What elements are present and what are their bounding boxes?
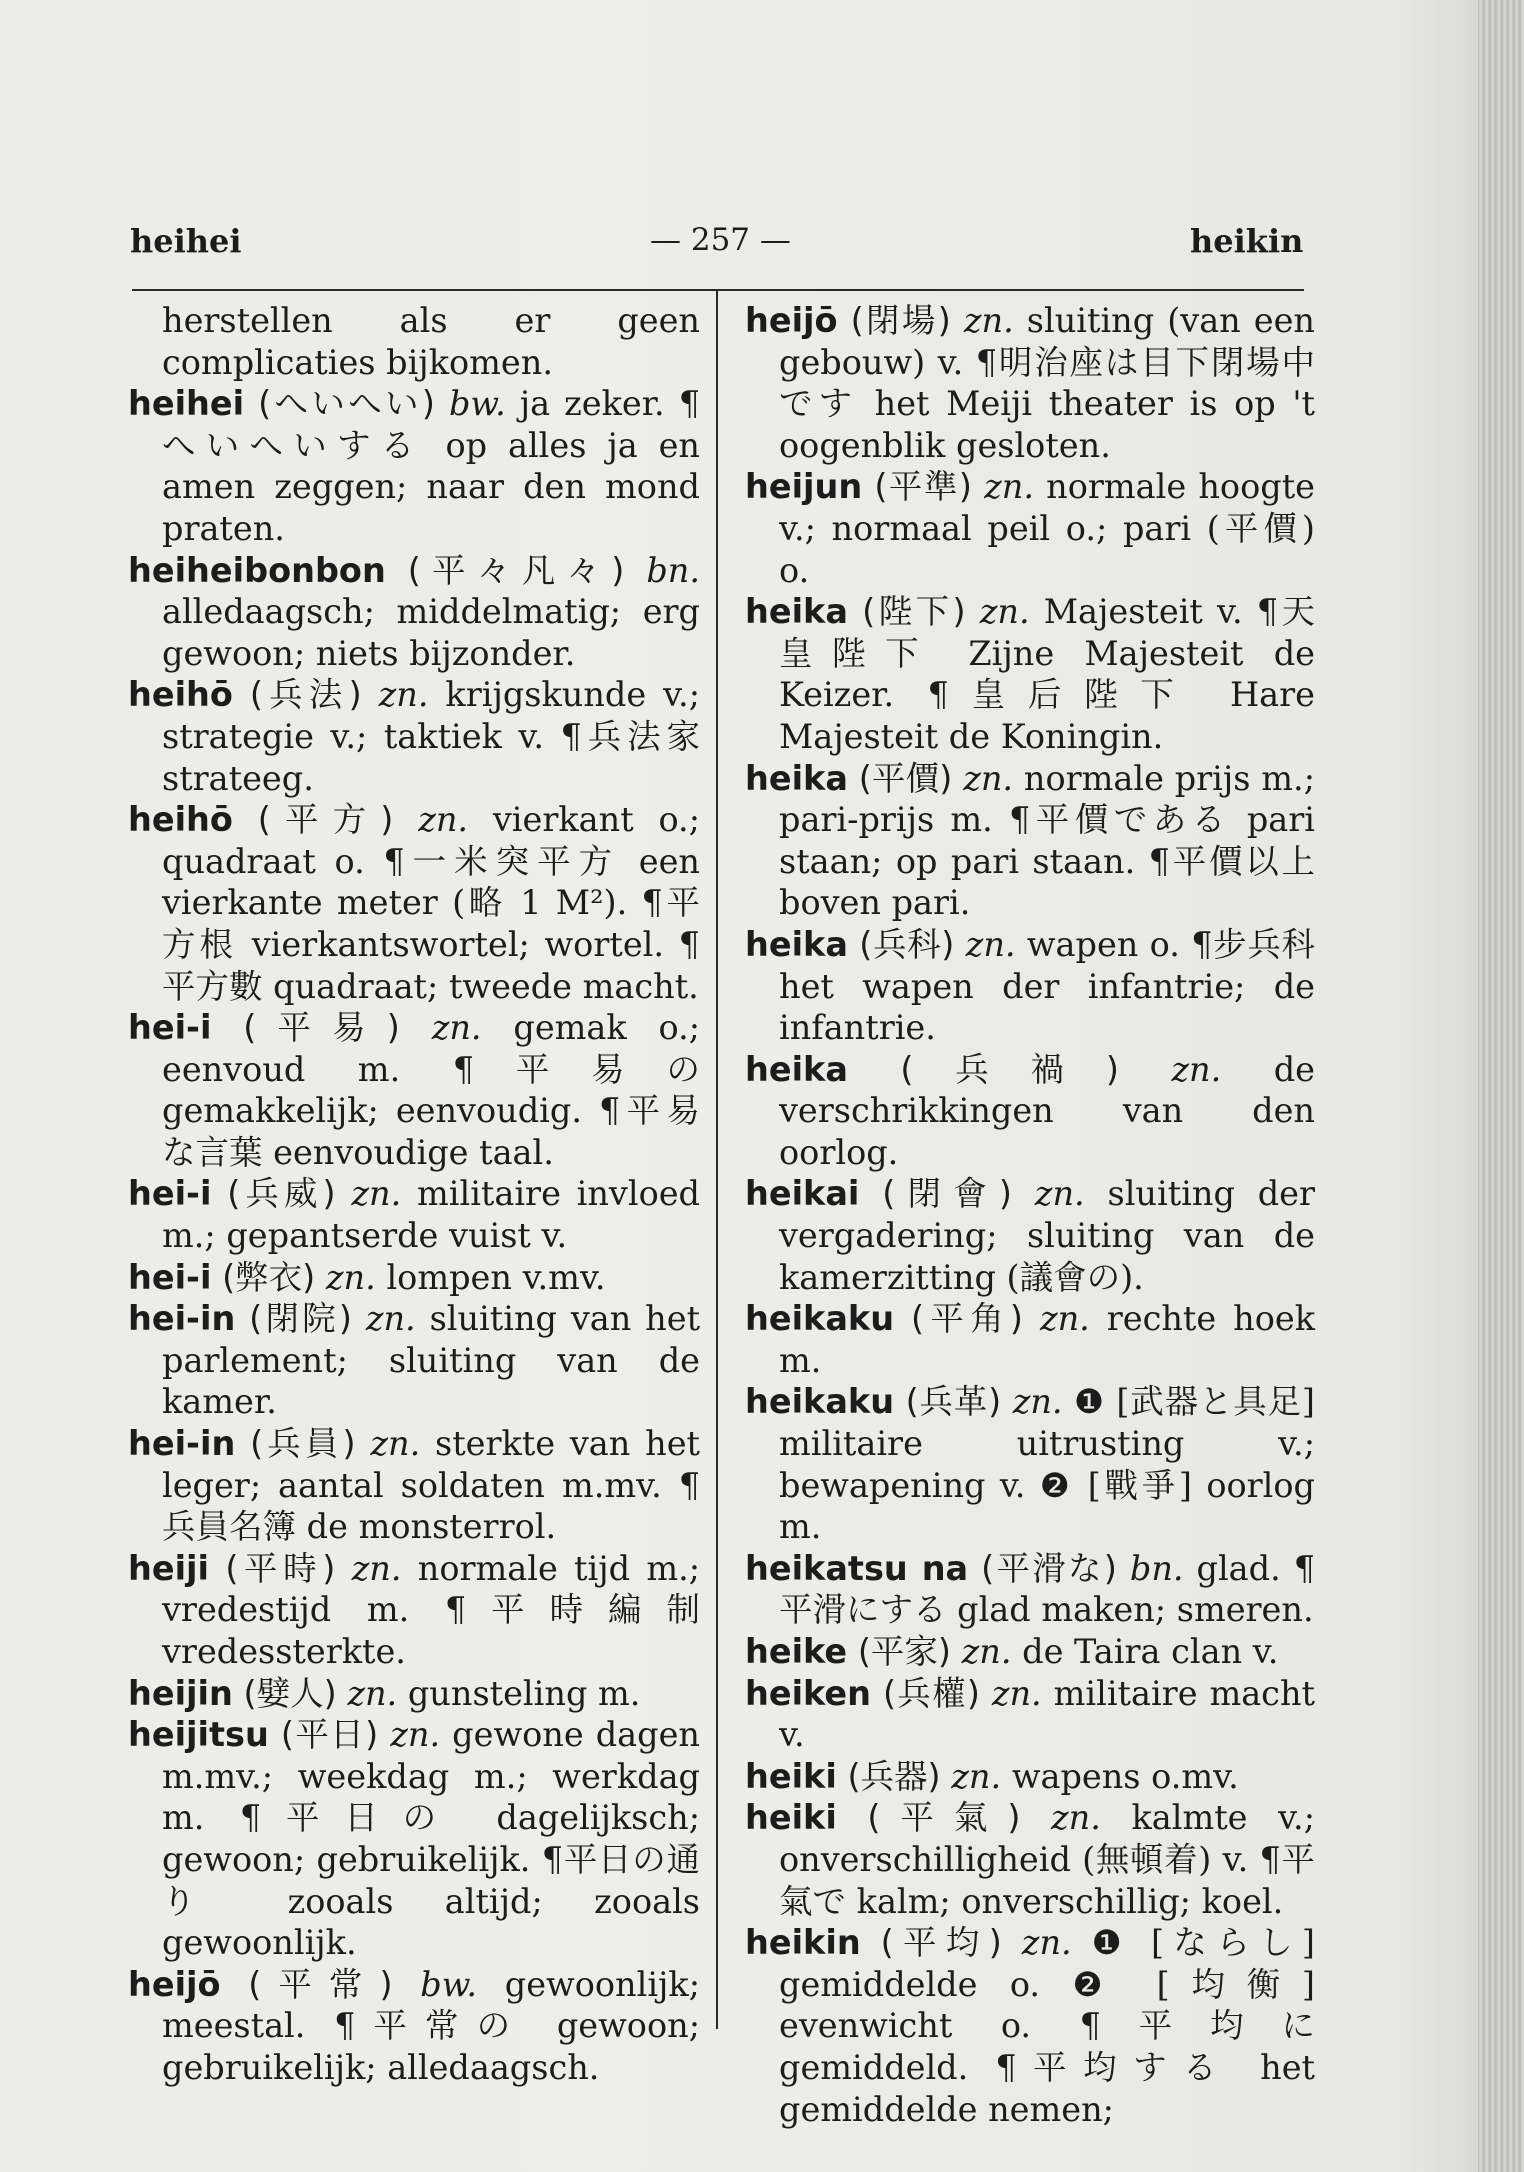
headword: hei-i — [128, 1257, 212, 1297]
dictionary-entry — [745, 1173, 1315, 1298]
dictionary-entry — [128, 1964, 700, 2089]
dictionary-entry — [128, 1007, 700, 1173]
headword: hei-in — [128, 1424, 236, 1464]
kanji-form: (兵禍) — [900, 1049, 1119, 1089]
headword: heiki — [745, 1756, 837, 1796]
example-text: ¶明治座は目下閉場中です het Meiji theater is op 't oogenblik gesloten. — [779, 342, 1315, 465]
headword: heika — [745, 758, 848, 798]
dictionary-entry — [745, 924, 1315, 1049]
definition: rechte hoek m. — [779, 1299, 1316, 1380]
guide-word-left: heihei — [130, 222, 242, 260]
dictionary-entry — [128, 799, 700, 1007]
kanji-form: (平氣) — [867, 1798, 1021, 1838]
headword: heijun — [745, 467, 863, 507]
dictionary-entry — [128, 550, 700, 675]
dictionary-entry — [128, 1673, 700, 1715]
guide-word-right: heikin — [1190, 222, 1304, 260]
definition: ❶ [ならし] gemiddelde o. ❷ [均衡] evenwicht o. — [779, 1923, 1315, 2046]
headword: heikai — [745, 1174, 860, 1214]
headword: heiji — [128, 1548, 210, 1588]
definition: sterkte van het leger; aantal soldaten m.mv. — [162, 1424, 700, 1505]
kanji-form: (平準) — [874, 467, 972, 507]
definition: gunsteling m. — [407, 1673, 641, 1713]
example-text: ¶平時編制 vredessterkte. — [162, 1590, 700, 1671]
definition: normale tijd m.; vredestijd m. — [162, 1548, 701, 1630]
example-text: ¶兵法家 strateeg. — [162, 716, 700, 798]
headword: hei-i — [128, 1174, 212, 1214]
part-of-speech: zn. — [365, 1299, 416, 1339]
headword: heiki — [745, 1798, 837, 1838]
part-of-speech: zn. — [984, 467, 1035, 507]
part-of-speech: zn. — [961, 1632, 1012, 1671]
dictionary-entry — [745, 1797, 1315, 1922]
kanji-form: (平々凡々) — [407, 550, 625, 590]
definition: wapens o.mv. — [1011, 1756, 1239, 1796]
kanji-form: (平角) — [911, 1299, 1023, 1339]
dictionary-entry — [745, 300, 1315, 466]
kanji-form: (平家) — [857, 1632, 951, 1671]
kanji-form: (兵革) — [905, 1382, 1002, 1422]
kanji-form: (兵威) — [227, 1174, 336, 1214]
definition: vierkant o.; quadraat o. — [162, 800, 700, 881]
dictionary-entry — [745, 1381, 1315, 1547]
kanji-form: (平價) — [858, 758, 953, 798]
definition: krijgskunde v.; strategie v.; taktiek v. — [162, 675, 700, 756]
dictionary-entry — [128, 1714, 700, 1964]
headword: heika — [745, 1049, 848, 1089]
part-of-speech: zn. — [951, 1756, 1002, 1796]
dictionary-entry — [128, 300, 700, 383]
dictionary-entry — [745, 1756, 1315, 1798]
part-of-speech: zn. — [965, 924, 1016, 964]
dictionary-entry — [745, 1298, 1315, 1381]
kanji-form: (嬖人) — [243, 1673, 337, 1713]
kanji-form: (兵科) — [859, 924, 955, 964]
headword: heikaku — [745, 1299, 895, 1339]
example-text: ¶天皇陛下 Zijne Majesteit de Keizer. ¶皇后陛下 Hare Majesteit de Koningin. — [779, 592, 1315, 756]
headword: heike — [745, 1632, 848, 1671]
part-of-speech: zn. — [991, 1673, 1042, 1713]
dictionary-entry — [128, 674, 700, 799]
headword: heijitsu — [128, 1715, 269, 1755]
kanji-form: (閉場) — [850, 301, 951, 340]
headword: hei-i — [128, 1008, 212, 1048]
right-column — [745, 300, 1315, 2130]
definition: militaire invloed m.; gepantserde vuist v. — [162, 1174, 701, 1256]
definition: de Taira clan v. — [1022, 1632, 1279, 1671]
definition: Majesteit v. — [1043, 592, 1243, 632]
page-edge-stack — [1478, 0, 1524, 2172]
kanji-form: (平滑な) — [981, 1548, 1117, 1588]
kanji-form: (平時) — [225, 1548, 336, 1588]
dictionary-entry — [745, 591, 1315, 757]
dictionary-entry — [128, 1423, 700, 1548]
definition: gemak o.; eenvoud m. — [162, 1008, 701, 1089]
example-text: ¶平滑にする glad maken; smeren. — [779, 1548, 1316, 1630]
dictionary-entry — [128, 1257, 700, 1299]
headword: heihei — [128, 384, 245, 424]
example-text: ¶平日の dagelijksch; gewoon; gebruikelijk. ¶平日の通り zooals altijd; zooals gewoonlijk. — [162, 1798, 700, 1963]
headword: heika — [745, 924, 848, 964]
kanji-form: (兵法) — [249, 675, 362, 715]
kanji-form: (閉會) — [882, 1174, 1012, 1214]
dictionary-entry — [745, 466, 1315, 591]
example-text: ¶へいへいする op alles ja en amen zeggen; naar den mond praten. — [162, 384, 701, 548]
definition: ❶ [武器と具足] militaire uitrusting v.; bewapening v. ❷ [戰爭] oorlog m. — [779, 1382, 1316, 1547]
definition: sluiting der vergadering; sluiting van de kamerzitting (議會の). — [779, 1174, 1316, 1297]
left-column — [128, 300, 700, 2089]
headword: heiheibonbon — [128, 550, 386, 590]
headword: heiken — [745, 1673, 872, 1713]
definition: glad. — [1196, 1548, 1281, 1588]
dictionary-entry — [745, 758, 1315, 924]
definition: militaire macht v. — [779, 1673, 1315, 1755]
definition: lompen v.mv. — [386, 1257, 606, 1297]
kanji-form: (弊衣) — [222, 1257, 316, 1297]
definition: ja zeker. — [519, 384, 665, 424]
headword: heihō — [128, 800, 233, 840]
kanji-form: (平日) — [280, 1715, 379, 1755]
headword: heijō — [745, 301, 838, 340]
definition: alledaagsch; middelmatig; erg gewoon; niets bijzonder. — [162, 592, 700, 673]
part-of-speech: bn. — [1129, 1548, 1184, 1588]
dictionary-entry — [745, 1049, 1315, 1174]
dictionary-entry — [128, 1548, 700, 1673]
dictionary-entry — [745, 1922, 1315, 2130]
part-of-speech: zn. — [1039, 1299, 1090, 1339]
kanji-form: (平常) — [248, 1964, 393, 2004]
definition: wapen o. — [1026, 924, 1180, 964]
part-of-speech: zn. — [963, 758, 1014, 798]
part-of-speech: zn. — [418, 800, 469, 840]
part-of-speech: zn. — [1021, 1923, 1072, 1963]
definition: normale hoogte v.; normaal peil o.; pari (平價) o. — [779, 467, 1315, 590]
dictionary-entry — [745, 1548, 1315, 1631]
part-of-speech: zn. — [351, 1548, 402, 1588]
part-of-speech: zn. — [390, 1715, 441, 1755]
part-of-speech: zn. — [963, 301, 1014, 340]
definition: sluiting (van een gebouw) v. — [779, 301, 1316, 382]
part-of-speech: zn. — [378, 675, 429, 715]
kanji-form: (兵員) — [250, 1424, 356, 1464]
definition: de verschrikkingen van den oorlog. — [779, 1049, 1315, 1172]
definition: kalmte v.; onverschilligheid (無頓着) v. — [779, 1798, 1315, 1879]
part-of-speech: zn. — [431, 1008, 482, 1048]
dictionary-entry — [745, 1673, 1315, 1756]
dictionary-entry — [745, 1631, 1315, 1673]
headword: heikaku — [745, 1382, 895, 1422]
example-text: ¶一米突平方 een vierkante meter (略 1 M²). ¶平方根 vierkantswortel; wortel. ¶平方數 quadraat; tweede macht. — [162, 841, 700, 1006]
part-of-speech: zn. — [1034, 1174, 1085, 1214]
example-text: ¶兵員名簿 de monsterrol. — [162, 1465, 701, 1547]
header-rule — [132, 289, 1304, 291]
kanji-form: (平均) — [880, 1923, 1002, 1963]
example-text: ¶步兵科 het wapen der infantrie; de infantrie. — [779, 924, 1315, 1048]
headword: heijin — [128, 1673, 233, 1713]
headword: heikatsu na — [745, 1548, 969, 1588]
kanji-form: (兵器) — [847, 1756, 941, 1796]
page-number: — 257 — — [650, 222, 791, 258]
part-of-speech: bw. — [448, 384, 506, 424]
example-text: ¶平易の gemakkelijk; eenvoudig. ¶平易な言葉 eenvoudige taal. — [162, 1049, 700, 1172]
kanji-form: (閉院) — [249, 1299, 352, 1339]
headword: heihō — [128, 675, 233, 715]
part-of-speech: zn. — [979, 592, 1030, 632]
example-text: ¶平價である pari staan; op pari staan. ¶平價以上 boven pari. — [779, 800, 1316, 923]
part-of-speech: zn. — [347, 1673, 398, 1713]
part-of-speech: zn. — [1051, 1798, 1101, 1838]
part-of-speech: zn. — [1171, 1049, 1222, 1089]
headword: heika — [745, 592, 848, 632]
example-text: ¶平氣で kalm; onverschillig; koel. — [779, 1839, 1315, 1921]
headword: hei-in — [128, 1299, 236, 1339]
example-text: herstellen als er geen complicaties bijkomen. — [162, 301, 700, 382]
part-of-speech: zn. — [351, 1174, 402, 1214]
kanji-form: (平方) — [257, 800, 394, 840]
example-text: gewoonlijk; meestal. ¶平常の gewoon; gebruikelijk; alledaagsch. — [162, 1964, 701, 2087]
dictionary-entry — [128, 1173, 700, 1256]
part-of-speech: bn. — [646, 550, 700, 590]
part-of-speech: zn. — [325, 1257, 376, 1297]
definition: gewone dagen m.mv.; weekdag m.; werkdag m. — [162, 1715, 700, 1838]
definition: sluiting van het parlement; sluiting van de kamer. — [162, 1299, 701, 1422]
kanji-form: (平易) — [243, 1008, 400, 1048]
kanji-form: (へいへい) — [258, 384, 435, 424]
headword: heikin — [745, 1923, 861, 1963]
example-text: ¶平均に gemiddeld. ¶平均する het gemiddelde nemen; — [779, 2006, 1315, 2129]
part-of-speech: zn. — [1012, 1382, 1063, 1422]
part-of-speech: bw. — [420, 1964, 478, 2004]
headword: heijō — [128, 1964, 221, 2004]
kanji-form: (陛下) — [862, 592, 966, 632]
dictionary-entry — [128, 383, 700, 549]
definition: normale prijs m.; pari-prijs m. — [779, 758, 1315, 840]
dictionary-entry — [128, 1298, 700, 1423]
column-divider — [716, 289, 718, 2029]
kanji-form: (兵權) — [882, 1673, 980, 1713]
part-of-speech: zn. — [370, 1424, 421, 1464]
